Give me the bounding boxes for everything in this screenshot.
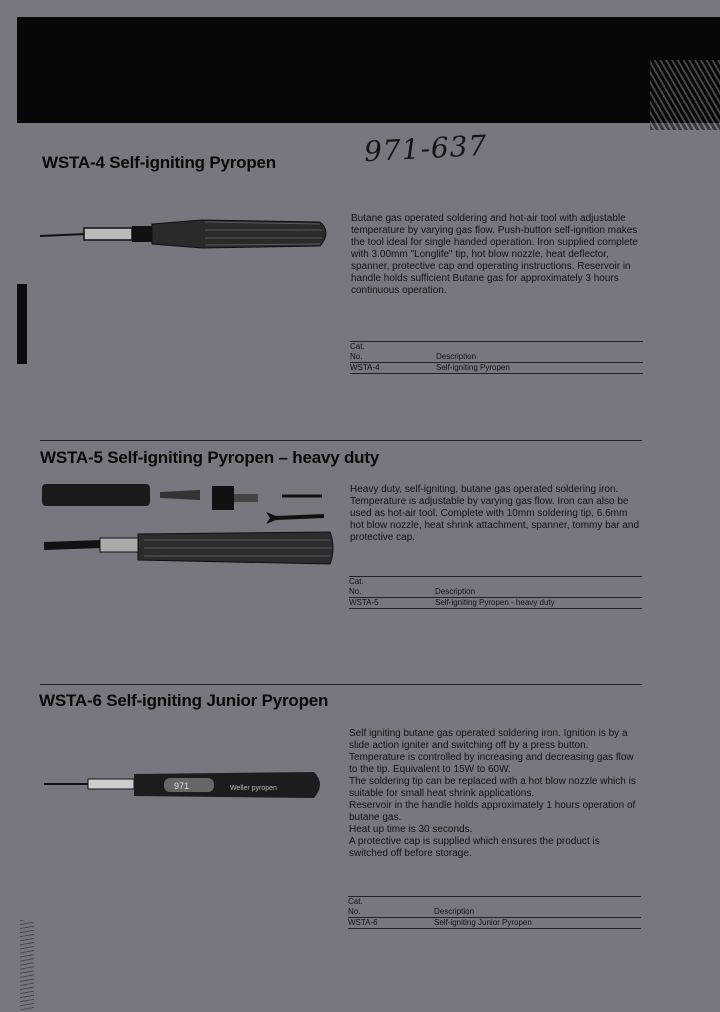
table-row xyxy=(348,918,641,928)
table-row xyxy=(350,363,643,373)
no-label: No. xyxy=(350,352,363,361)
no-label: No. xyxy=(349,587,362,596)
wsta-4-description xyxy=(351,213,643,297)
side-tab-marker xyxy=(17,284,27,364)
banner-tear xyxy=(650,60,720,130)
description-paragraph: Butane gas operated soldering and hot-air tool with adjustable temperature by varying gas flow. Push-button self-ignition makes the tool ideal for single handed operation. Iron supplied complete with 3.00mm "Longlife" tip, hot blow nozzle, heat deflector, spanner, protective cap and operating instructions. Reservoir in handle holds sufficient Butane gas for approximately 3 hours continuous operation. xyxy=(351,213,638,296)
wsta-6-table xyxy=(348,896,641,929)
table-rule xyxy=(348,928,641,929)
row-description: Self-igniting Junior Pyropen xyxy=(434,918,532,927)
description-header: Description xyxy=(435,587,476,596)
cat-no: WSTA-4 xyxy=(350,363,380,372)
product-badge: 971 xyxy=(174,781,190,791)
description-paragraph: A protective cap is supplied which ensures the product is switched off before storage. xyxy=(349,836,600,859)
wsta-6-iron-illustration xyxy=(44,766,326,806)
description-paragraph: Reservoir in the handle holds approximately 1 hours operation of butane gas. xyxy=(349,800,636,823)
description-paragraph: Heat up time is 30 seconds. xyxy=(349,824,473,835)
no-label: No. xyxy=(348,907,361,916)
description-paragraph: Self igniting butane gas operated soldering iron. Ignition is by a slide action igniter and switching off by a press button. Temperature is controlled by increasing and decreasing gas flow to the tip. Equivalent to 15W to 60W. xyxy=(349,728,634,775)
wsta-6-description xyxy=(349,728,641,860)
section-title-wsta-5: WSTA-5 Self-igniting Pyropen – heavy duty xyxy=(40,448,380,467)
description-paragraph: The soldering tip can be replaced with a hot blow nozzle which is suitable for small heat shrink applications. xyxy=(349,776,636,799)
product-label: Weller pyropen xyxy=(230,785,277,792)
header-banner xyxy=(17,17,720,123)
wsta-4-table xyxy=(350,341,643,374)
handwritten-note: 971-637 xyxy=(363,128,489,169)
scan-artifact xyxy=(20,920,34,1010)
wsta-5-description xyxy=(350,484,642,544)
description-header: Description xyxy=(436,352,477,361)
section-title-wsta-4: WSTA-4 Self-igniting Pyropen xyxy=(42,153,276,172)
section-divider xyxy=(40,684,642,685)
wsta-5-kit-illustration xyxy=(40,482,335,572)
table-row xyxy=(349,598,642,608)
cat-label: Cat. xyxy=(348,897,363,906)
wsta-4-iron-illustration xyxy=(40,208,340,258)
cat-label: Cat. xyxy=(349,577,364,586)
wsta-5-table xyxy=(349,576,642,609)
cat-label: Cat. xyxy=(350,342,365,351)
table-rule xyxy=(350,373,643,374)
section-divider xyxy=(40,440,642,441)
description-paragraph: Heavy duty, self-igniting, butane gas operated soldering iron. Temperature is adjustable by varying gas flow. Iron can also be used as hot-air tool. Complete with 10mm soldering tip, 6.6mm hot blow nozzle, heat shrink attachment, spanner, tommy bar and protective cap. xyxy=(350,484,640,543)
cat-no: WSTA-5 xyxy=(349,598,379,607)
table-rule xyxy=(349,608,642,609)
row-description: Self-igniting Pyropen - heavy duty xyxy=(435,598,555,607)
description-header: Description xyxy=(434,907,475,916)
cat-no: WSTA-6 xyxy=(348,918,378,927)
row-description: Self-igniting Pyropen xyxy=(436,363,510,372)
section-title-wsta-6: WSTA-6 Self-igniting Junior Pyropen xyxy=(39,691,329,710)
